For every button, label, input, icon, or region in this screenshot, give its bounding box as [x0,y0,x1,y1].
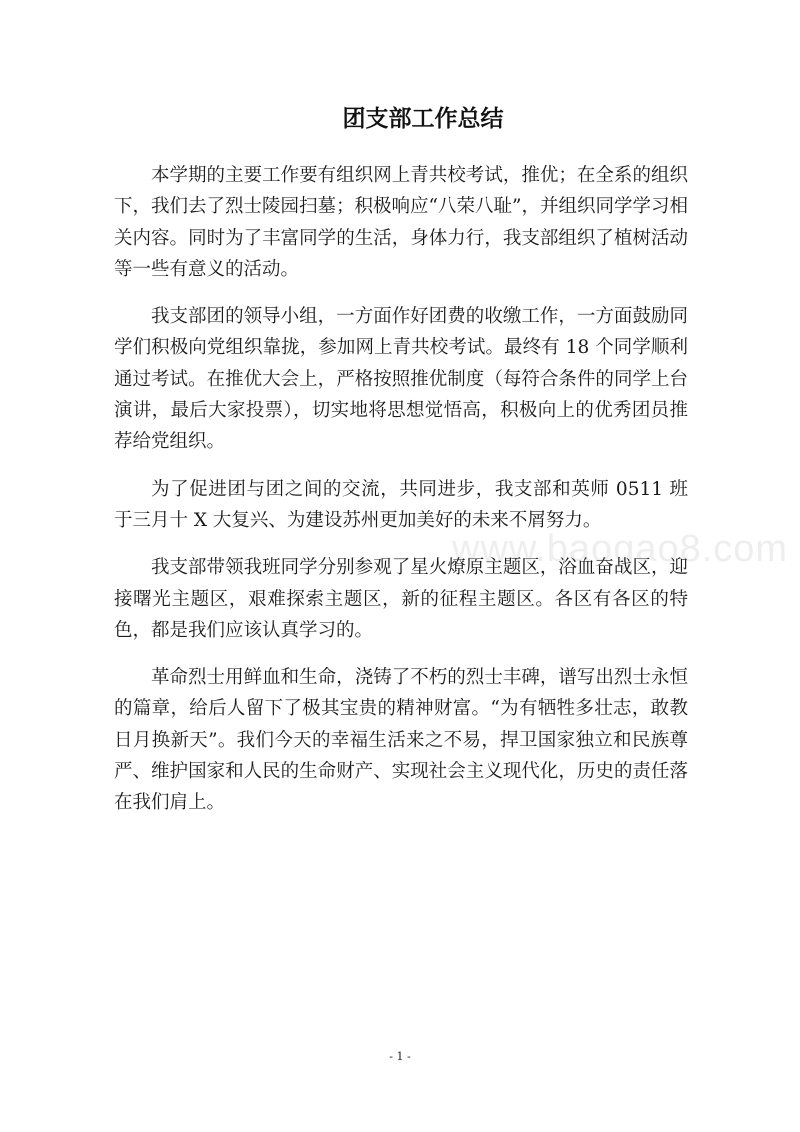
paragraph: 革命烈士用鲜血和生命，浇铸了不朽的烈士丰碑，谱写出烈士永恒的篇章，给后人留下了极其宝贵的精神财富。“为有牺牲多壮志，敢教日月换新天”。我们今天的幸福生活来之不易，捍卫国家独立和民族尊严、维护国家和人民的生命财产、实现社会主义现代化，历史的责任落在我们肩上。 [114,667,688,814]
page-number: - 1 - [389,1050,411,1063]
paragraph: 我支部团的领导小组，一方面作好团费的收缴工作，一方面鼓励同学们积极向党组织靠拢，参加网上青共校考试。最终有 18 个同学顺利通过考试。在推优大会上，严格按照推优制度（每符合条件的同学上台演讲，最后大家投票），切实地将思想觉悟高，积极向上的优秀团员推荐给党组织。 [114,306,688,453]
paragraph: 我支部带领我班同学分别参观了星火燎原主题区，浴血奋战区，迎接曙光主题区，艰难探索主题区，新的征程主题区。各区有各区的特色，都是我们应该认真学习的。 [114,557,688,641]
paragraph: 为了促进团与团之间的交流，共同进步，我支部和英师 0511 班于三月十 X 大复兴、为建设苏州更加美好的未来不屑努力。 [114,478,688,531]
document-body [114,160,688,835]
paragraph: 本学期的主要工作要有组织网上青共校考试，推优；在全系的组织下，我们去了烈士陵园扫墓；积极响应“八荣八耻”，并组织同学学习相关内容。同时为了丰富同学的生活，身体力行，我支部组织了植树活动等一些有意义的活动。 [114,165,688,280]
document-title: 团支部工作总结 [342,106,504,132]
watermark: www.baogao8.com [452,528,789,570]
